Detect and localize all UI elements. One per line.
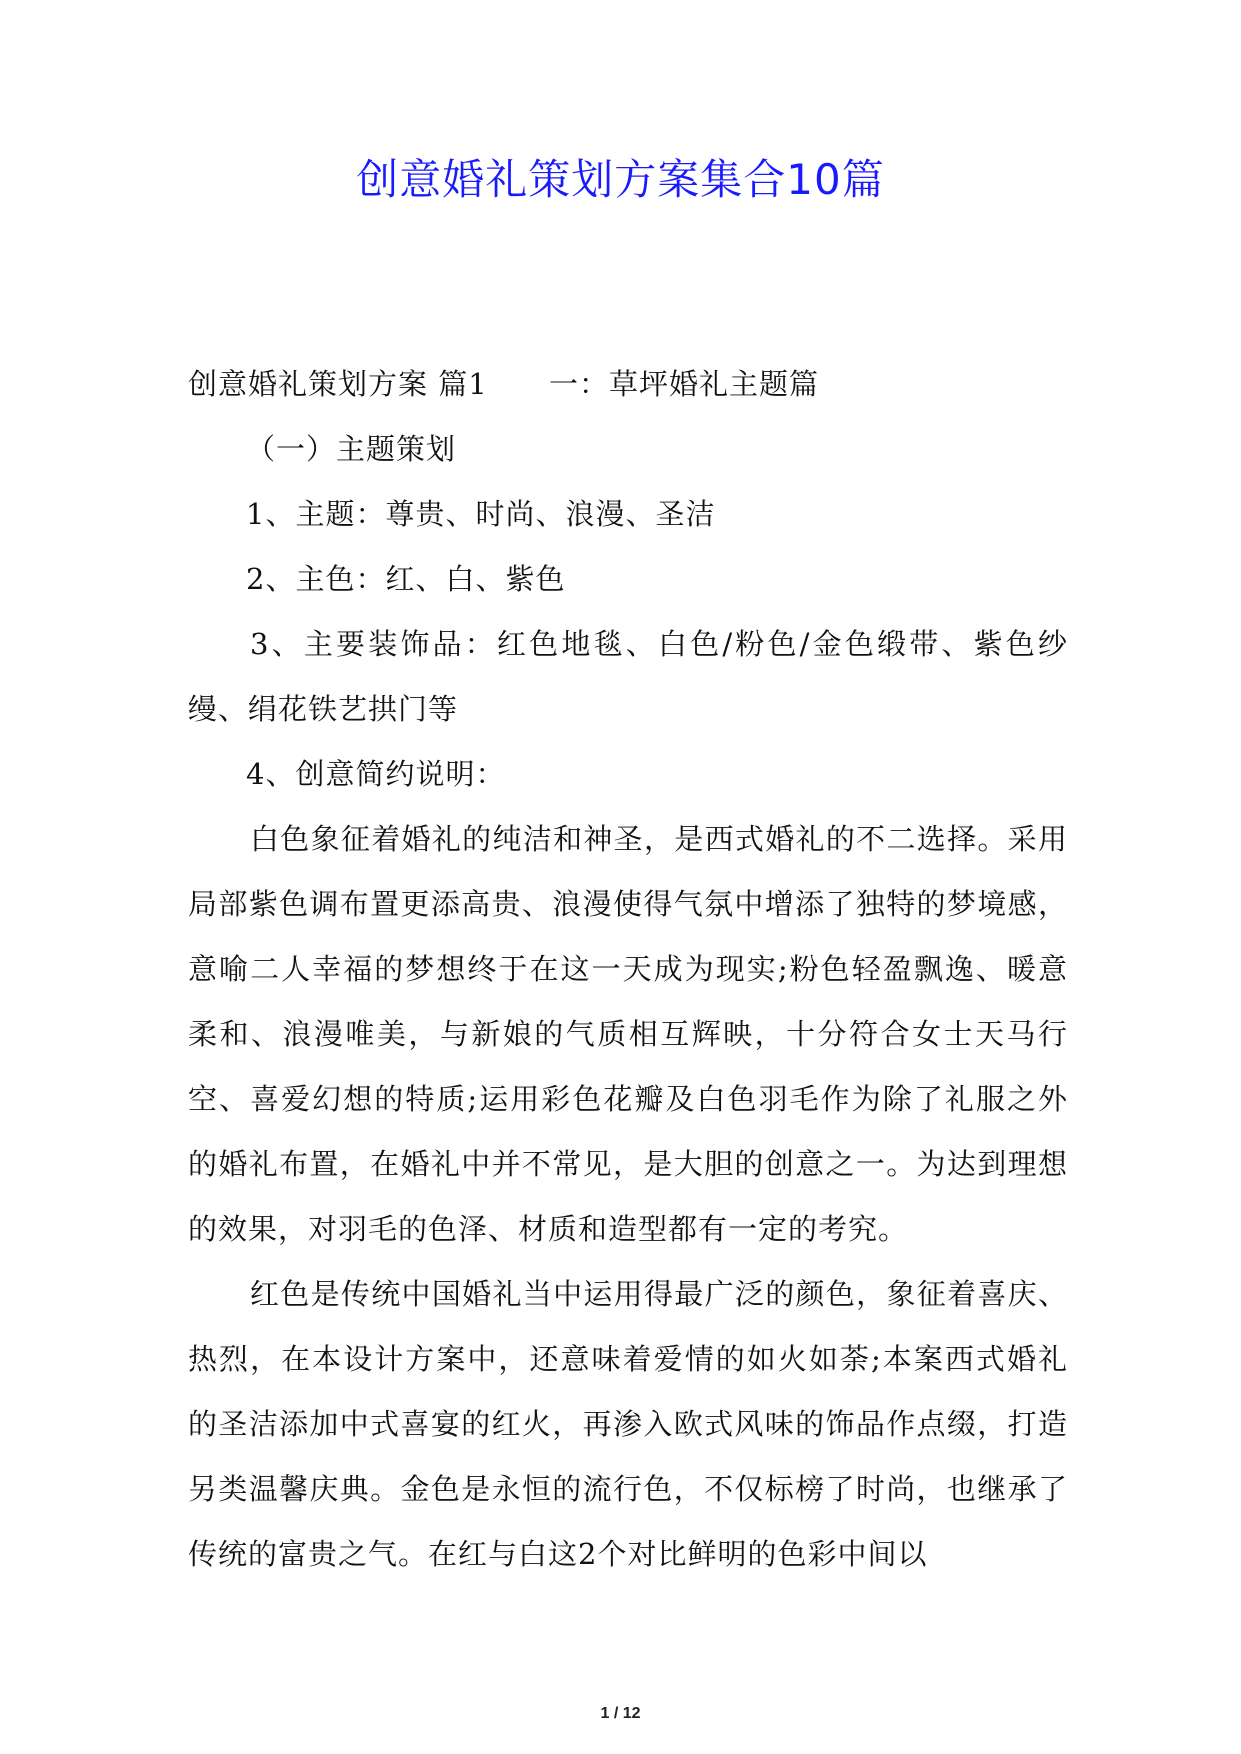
body-paragraph: 红色是传统中国婚礼当中运用得最广泛的颜色，象征着喜庆、热烈，在本设计方案中，还意味着爱情的如火如荼;本案西式婚礼的圣洁添加中式喜宴的红火，再渗入欧式风味的饰品作点缀，打造另类温馨庆典。金色是永恒的流行色，不仅标榜了时尚，也继承了传统的富贵之气。在红与白这2个对比鲜明的色彩中间以 bbox=[188, 1277, 1068, 1571]
page-number: 1 / 12 bbox=[600, 1705, 641, 1722]
section-heading: （一）主题策划 bbox=[246, 432, 457, 466]
document-body bbox=[188, 352, 1068, 1587]
body-paragraph: 白色象征着婚礼的纯洁和神圣，是西式婚礼的不二选择。采用局部紫色调布置更添高贵、浪漫使得气氛中增添了独特的梦境感，意喻二人幸福的梦想终于在这一天成为现实;粉色轻盈飘逸、暖意柔和、浪漫唯美，与新娘的气质相互辉映，十分符合女士天马行空、喜爱幻想的特质;运用彩色花瓣及白色羽毛作为除了礼服之外的婚礼布置，在婚礼中并不常见，是大胆的创意之一。为达到理想的效果，对羽毛的色泽、材质和造型都有一定的考究。 bbox=[188, 822, 1068, 1246]
chapter-heading: 创意婚礼策划方案 篇1 一：草坪婚礼主题篇 bbox=[188, 367, 819, 401]
list-item: 1、主题：尊贵、时尚、浪漫、圣洁 bbox=[246, 497, 716, 531]
list-item: 3、主要装饰品：红色地毯、白色/粉色/金色缎带、紫色纱缦、绢花铁艺拱门等 bbox=[188, 627, 1068, 726]
list-item: 2、主色：红、白、紫色 bbox=[246, 562, 566, 596]
list-item: 4、创意简约说明： bbox=[246, 757, 506, 791]
document-title: 创意婚礼策划方案集合10篇 bbox=[356, 155, 885, 204]
